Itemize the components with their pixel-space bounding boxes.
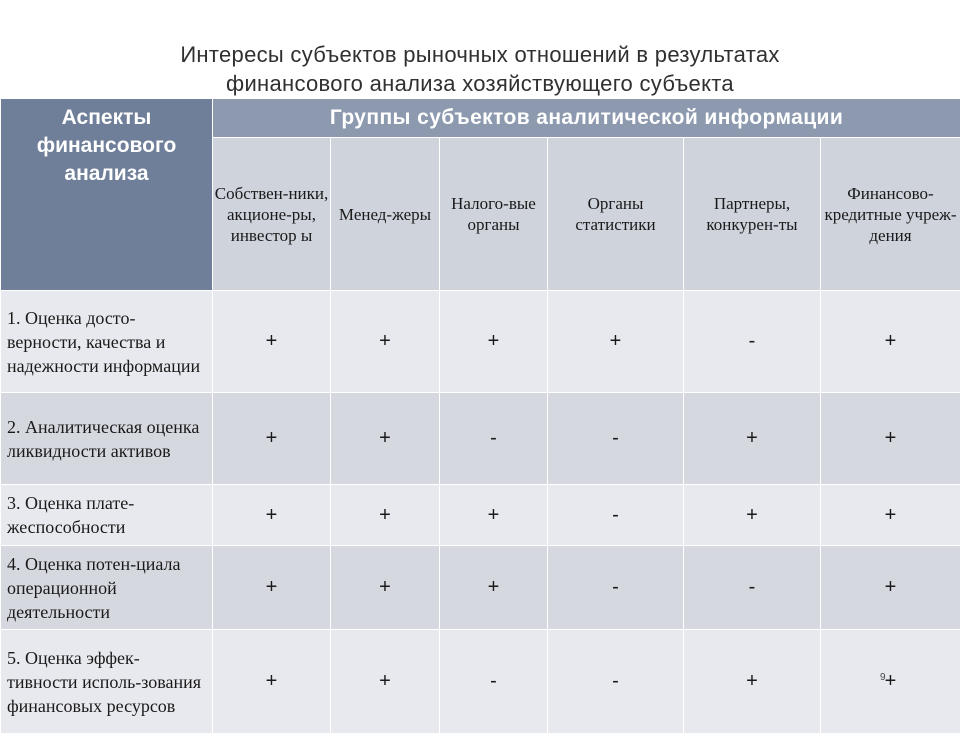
row-label: 1. Оценка досто-верности, качества и надежности информации — [1, 291, 213, 393]
table-cell: + — [331, 546, 440, 630]
table-cell: + — [331, 393, 440, 485]
slide-title-line-1: Интересы субъектов рыночных отношений в результатах — [0, 40, 960, 69]
table-cell: - — [684, 291, 821, 393]
column-header-statistics-bodies: Органы статистики — [548, 138, 684, 291]
page-number: 9 — [880, 672, 886, 683]
table-cell: + — [821, 291, 960, 393]
table-cell: - — [548, 546, 684, 630]
column-header-managers: Менед-жеры — [331, 138, 440, 291]
table-cell: + — [821, 393, 960, 485]
table-cell: + — [213, 630, 331, 734]
table-cell: + — [213, 291, 331, 393]
table-row — [1, 291, 960, 393]
table-cell: + — [213, 546, 331, 630]
table-row — [1, 630, 960, 734]
row-label: 2. Аналитическая оценка ликвидности активов — [1, 393, 213, 485]
column-header-partners: Партнеры, конкурен-ты — [684, 138, 821, 291]
table-row — [1, 546, 960, 630]
table-cell: - — [440, 630, 548, 734]
table-cell: - — [684, 546, 821, 630]
table-cell: - — [548, 485, 684, 546]
table-cell: + — [331, 485, 440, 546]
table-cell: + — [213, 485, 331, 546]
table-cell: + — [331, 291, 440, 393]
slide-title — [0, 40, 960, 98]
table-cell: + — [821, 630, 960, 734]
table-cell: + — [440, 485, 548, 546]
table-cell: + — [440, 546, 548, 630]
row-label: 5. Оценка эффек-тивности исполь-зования финансовых ресурсов — [1, 630, 213, 734]
table-row — [1, 393, 960, 485]
analysis-table — [0, 98, 960, 734]
table-cell: + — [331, 630, 440, 734]
aspects-header: Аспекты финансового анализа — [1, 99, 213, 291]
column-header-credit-institutions: Финансово-кредитные учреж-дения — [821, 138, 960, 291]
table-cell: + — [684, 393, 821, 485]
table-cell: - — [440, 393, 548, 485]
column-header-owners: Собствен-ники, акционе-ры, инвестор ы — [213, 138, 331, 291]
table-cell: + — [440, 291, 548, 393]
column-header-tax-authorities: Налого-вые органы — [440, 138, 548, 291]
row-label: 4. Оценка потен-циала операционной деятельности — [1, 546, 213, 630]
table-cell: + — [548, 291, 684, 393]
table-cell: + — [213, 393, 331, 485]
row-label: 3. Оценка плате-жеспособности — [1, 485, 213, 546]
table-cell: - — [548, 393, 684, 485]
table-cell: + — [684, 630, 821, 734]
groups-header: Группы субъектов аналитической информации — [213, 99, 960, 138]
table-row — [1, 485, 960, 546]
table-cell: + — [684, 485, 821, 546]
table-cell: + — [821, 485, 960, 546]
table-cell: - — [548, 630, 684, 734]
table-cell: + — [821, 546, 960, 630]
slide-title-line-2: финансового анализа хозяйствующего субъекта — [0, 69, 960, 98]
